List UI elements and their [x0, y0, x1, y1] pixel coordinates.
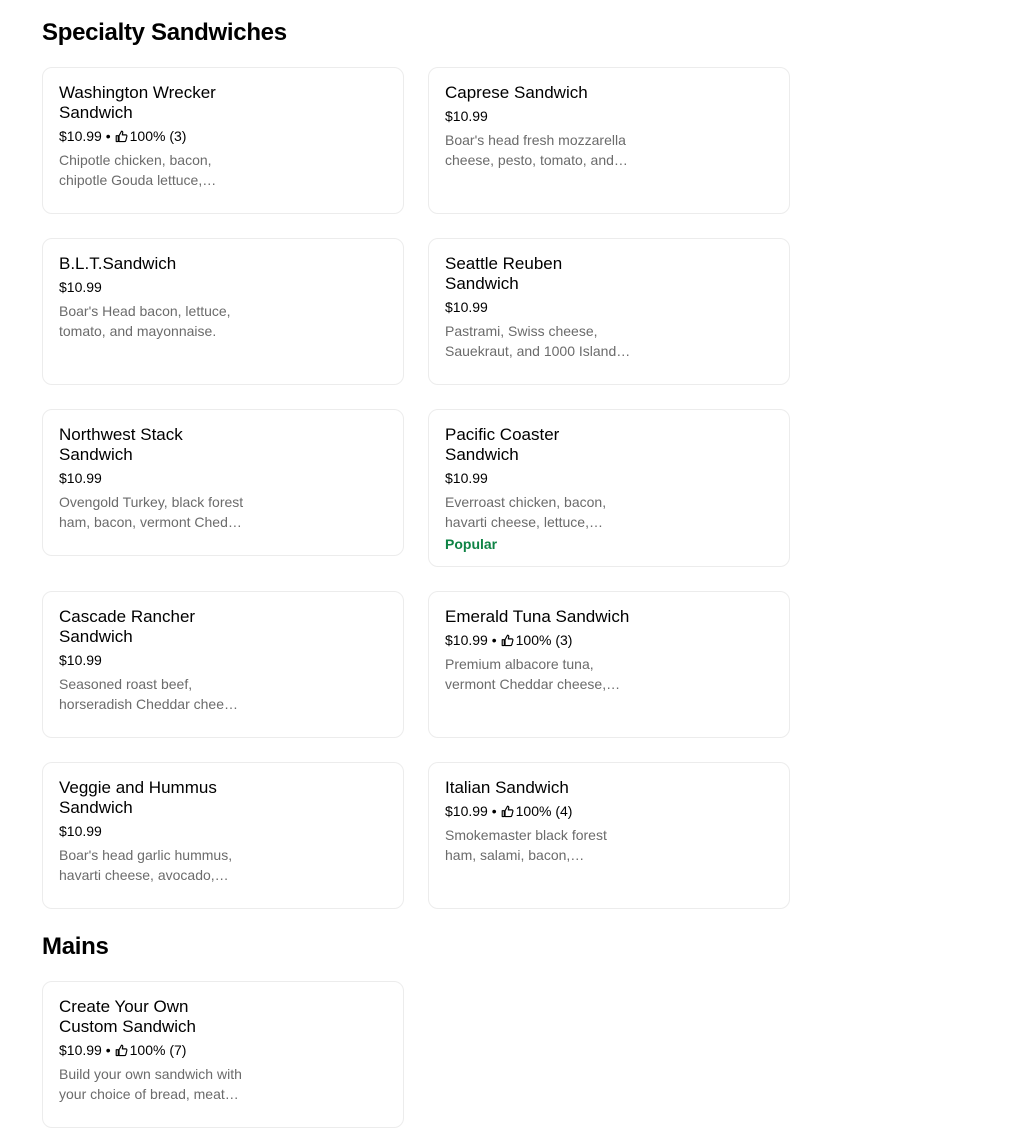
item-meta [445, 298, 645, 316]
thumbs-up-icon [115, 1044, 128, 1057]
item-description: Premium albacore tuna, vermont Cheddar cheese, [445, 656, 607, 692]
menu-item-body [59, 254, 259, 341]
thumbs-up-icon [115, 130, 128, 143]
item-description: Everroast chicken, bacon, havarti cheese, lettuce, [445, 494, 607, 530]
item-rating: 100% (3) [129, 128, 187, 144]
item-price: $10.99 [59, 470, 102, 486]
item-meta [445, 469, 645, 487]
section-title: Mains [42, 933, 109, 960]
item-price: $10.99 [59, 823, 102, 839]
menu-item-card[interactable] [42, 591, 404, 738]
item-description: Build your own sandwich with your choice of bread, meats, [59, 1066, 242, 1102]
item-name: Northwest Stack Sandwich [59, 425, 183, 464]
item-price: $10.99 [445, 632, 488, 648]
item-meta [59, 822, 259, 840]
thumbs-up-icon [501, 634, 514, 647]
meta-separator: • [101, 1042, 111, 1058]
item-price: $10.99 [445, 803, 488, 819]
menu-item-card[interactable] [42, 409, 404, 556]
menu-item-card[interactable] [428, 67, 790, 214]
section-title: Specialty Sandwiches [42, 19, 287, 46]
menu-item-body [59, 778, 259, 885]
menu-item-body [445, 254, 645, 361]
item-price: $10.99 [445, 470, 488, 486]
item-name: Emerald Tuna Sandwich [445, 607, 630, 626]
item-description: Boar's Head bacon, lettuce, tomato, and mayonnaise. [59, 303, 231, 339]
item-rating: 100% (4) [515, 803, 573, 819]
menu-item-body [59, 607, 259, 714]
item-name: Washington Wrecker Sandwich [59, 83, 216, 122]
meta-separator: • [487, 803, 497, 819]
item-description: Boar's head garlic hummus, havarti cheese, avocado, [59, 847, 233, 883]
item-meta [59, 469, 259, 487]
item-meta [59, 278, 259, 296]
item-meta [445, 631, 645, 649]
item-price: $10.99 [59, 128, 102, 144]
menu-item-body [59, 83, 259, 190]
menu-item-card[interactable] [42, 762, 404, 909]
menu-item-body [445, 607, 645, 694]
item-description: Boar's head fresh mozzarella cheese, pesto, tomato, and [445, 132, 626, 168]
item-rating: 100% (7) [129, 1042, 187, 1058]
item-description: Ovengold Turkey, black forest ham, bacon, vermont Cheddar [59, 494, 249, 530]
item-name: Cascade Rancher Sandwich [59, 607, 196, 646]
menu-item-card[interactable] [42, 67, 404, 214]
menu-item-card[interactable] [428, 238, 790, 385]
item-name: Caprese Sandwich [445, 83, 588, 102]
item-name: B.L.T.Sandwich [59, 254, 177, 273]
menu-item-body [59, 997, 259, 1104]
popular-badge: Popular [445, 536, 498, 552]
menu-item-card[interactable] [428, 591, 790, 738]
item-price: $10.99 [59, 1042, 102, 1058]
item-price: $10.99 [445, 299, 488, 315]
meta-separator: • [487, 632, 497, 648]
meta-separator: • [101, 128, 111, 144]
menu-item-card[interactable] [428, 409, 790, 567]
item-description: Pastrami, Swiss cheese, Sauekraut, and 1000 Island [445, 323, 617, 359]
item-price: $10.99 [59, 279, 102, 295]
thumbs-up-icon [501, 805, 514, 818]
item-name: Create Your Own Custom Sandwich [59, 997, 197, 1036]
item-description: Chipotle chicken, bacon, chipotle Gouda lettuce, [59, 152, 212, 188]
menu-item-card[interactable] [42, 981, 404, 1128]
menu-item-body [445, 778, 645, 865]
item-meta [59, 1041, 259, 1059]
item-meta [445, 802, 645, 820]
item-description: Seasoned roast beef, horseradish Cheddar cheese, [59, 676, 243, 712]
item-name: Italian Sandwich [445, 778, 569, 797]
item-price: $10.99 [59, 652, 102, 668]
item-name: Seattle Reuben Sandwich [445, 254, 563, 293]
menu-item-card[interactable] [42, 238, 404, 385]
item-meta [59, 127, 259, 145]
menu-item-body [445, 425, 645, 554]
menu-item-body [59, 425, 259, 532]
menu-item-body [445, 83, 645, 170]
item-meta [445, 107, 645, 125]
item-meta [59, 651, 259, 669]
item-price: $10.99 [445, 108, 488, 124]
item-name: Pacific Coaster Sandwich [445, 425, 560, 464]
item-name: Veggie and Hummus Sandwich [59, 778, 217, 817]
menu-item-card[interactable] [428, 762, 790, 909]
item-rating: 100% (3) [515, 632, 573, 648]
item-description: Smokemaster black forest ham, salami, bacon, [445, 827, 607, 863]
